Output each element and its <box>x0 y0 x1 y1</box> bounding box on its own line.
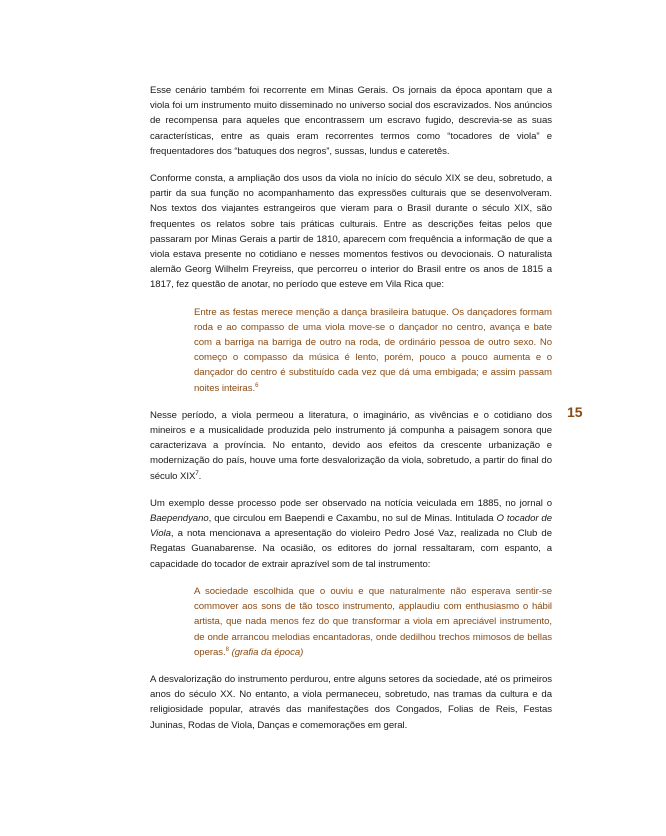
quote-freyreiss <box>194 305 552 396</box>
page-number: 15 <box>567 404 583 420</box>
paragraph-4-part-a: Um exemplo desse processo pode ser observado na notícia veiculada em 1885, no jornal o <box>150 497 552 509</box>
paragraph-3 <box>150 408 552 484</box>
spelling-note: (grafia da época) <box>228 646 304 658</box>
paragraph-4-part-b: , que circulou em Baependi e Caxambu, no sul de Minas. Intitulada <box>208 513 497 525</box>
paragraph-4-part-c: , a nota mencionava a apresentação do violeiro Pedro José Vaz, realizada no Club de Regatas Guanabarense. Na ocasião, os editores do jornal ressaltaram, com espanto, a capacidade do tocador de extrair aprazível som de tal instrumento: <box>150 528 552 570</box>
paragraph-1: Esse cenário também foi recorrente em Minas Gerais. Os jornais da época apontam que a viola foi um instrumento muito disseminado no universo social dos escravizados. Nos anúncios de recompensa para aqueles que encontrassem um escravo fugido, descrevia-se as suas características, entre as quais eram recorrentes termos como “tocadores de viola” e frequentadores dos “batuques dos negros”, sussas, lundus e cateretês. <box>150 85 552 157</box>
paragraph-5: A desvalorização do instrumento perdurou, entre alguns setores da sociedade, até os primeiros anos do século XX. No entanto, a viola permaneceu, sobretudo, nas tramas da cultura e da religiosidade popular, através das manifestações dos Congados, Folias de Reis, Festas Juninas, Rodas de Viola, Danças e comemorações em geral. <box>150 673 552 731</box>
paragraph-3-end: . <box>198 470 202 482</box>
footnote-ref-8: 8 <box>225 646 229 653</box>
footnote-ref-7: 7 <box>195 470 199 477</box>
paragraph-3-text: Nesse período, a viola permeou a literatura, o imaginário, as vivências e o cotidiano dos mineiros e a musicalidade produzida pelo instrumento já compunha a paisagem sonora que caracterizava a província. No entanto, devido aos efeitos da crescente urbanização e modernização do país, houve uma forte desvalorização da viola, sobretudo, a partir do final do século XIX <box>150 409 552 482</box>
footnote-ref-6: 6 <box>255 382 259 389</box>
quote-baependyano-text: A sociedade escolhida que o ouviu e que naturalmente não esperava sentir-se commover aos sons de tão tosco instrumento, applaudiu com enthusiasmo o hábil artista, que nada menos fez do que transformar a viola em apreciável instrumento, de onde arrancou melodias encantadoras, onde dedilhou trechos mimosos de bellas operas. <box>194 585 552 658</box>
quote-freyreiss-text: Entre as festas merece menção a dança brasileira batuque. Os dançadores formam roda e ao compasso de uma viola move-se o dançador no centro, avança e bate com a barriga na barriga de outro na roda, de ordinário pessoa de outro sexo. No começo o compasso da música é lento, porém, pouco a pouco aumenta e o dançador do centro é substituído cada vez que dá uma embigada; e assim passam noites inteiras. <box>194 306 552 394</box>
article-title: O tocador de Viola <box>150 513 552 540</box>
newspaper-name: Baependyano <box>150 513 209 525</box>
paragraph-4 <box>150 496 552 572</box>
quote-baependyano <box>194 584 552 660</box>
paragraph-2: Conforme consta, a ampliação dos usos da viola no início do século XIX se deu, sobretudo, a partir da sua função no acompanhamento das expressões culturais que se desenvolveram. Nos textos dos viajantes estrangeiros que vieram para o Brasil durante o século XIX, são frequentes os relatos sobre tais práticas culturais. Entre as descrições feitas pelos que passaram por Minas Gerais a partir de 1810, aparecem com frequência a informação de que a viola estava presente no cotidiano e nesses momentos festivos ou devocionais. O naturalista alemão Georg Wilhelm Freyreiss, que percorreu o interior do Brasil entre os anos de 1815 a 1817, fez questão de anotar, no período que esteve em Vila Rica que: <box>150 173 552 291</box>
page-content <box>150 83 552 745</box>
